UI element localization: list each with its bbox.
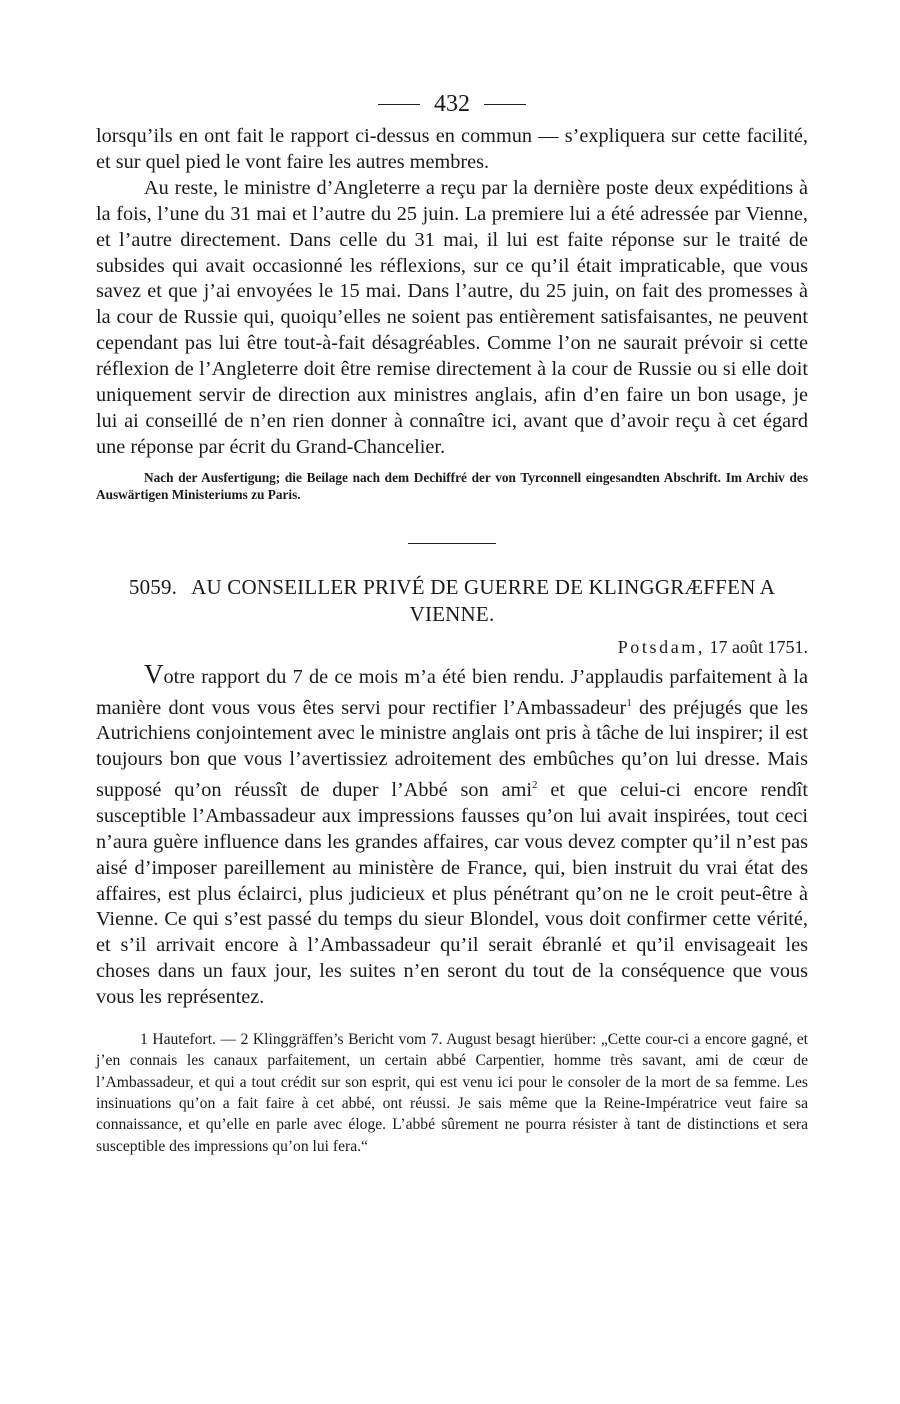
document-page bbox=[96, 88, 808, 1157]
footnote-text: 1 Hautefort. — 2 Klinggräffen’s Bericht vom 7. August besagt hierüber: „Cette cour-ci a encore gagné, et j’en connais les canaux parfaitement, un certain abbé Carpentier, homme très savant, ami de cœur de l’Ambassadeur, et qui a tout crédit sur son esprit, qui est venu ici pour le consoler de la mort de sa femme. Les insinuations qu’on a fait faire à cet abbé, ont réussi. Je sais même que la Reine-Impératrice veut faire sa connaissance, et qu’elle en parle avec éloge. L’abbé sûrement ne pourra résister à tant de distinctions et sera susceptible des impressions qu’on lui fera.“ bbox=[96, 1031, 808, 1155]
letter-number: 5059. bbox=[128, 574, 178, 599]
dateline-place: Potsdam, bbox=[617, 636, 705, 657]
letter-title: AU CONSEILLER PRIVÉ DE GUERRE DE KLINGGRÆFFEN A VIENNE. bbox=[191, 574, 776, 626]
dateline bbox=[96, 632, 808, 662]
page-header bbox=[96, 88, 808, 120]
initial-letter: V bbox=[144, 658, 164, 689]
footnote-marker-2: 2 bbox=[532, 779, 538, 792]
dateline-date: 17 août 1751. bbox=[709, 636, 808, 657]
page-number: 432 bbox=[434, 90, 470, 117]
footnote-marker-1: 1 bbox=[626, 696, 632, 709]
header-dash-right bbox=[484, 104, 526, 105]
letter-heading bbox=[96, 574, 808, 628]
body-paragraph: Au reste, le ministre d’Angleterre a reçu par la dernière poste deux expéditions à la fois, l’une du 31 mai et l’autre du 25 juin. La premiere lui a été adressée par Vienne, et l’autre directement. Dans celle du 31 mai, il lui est faite réponse sur le traité de subsides qui avait occasionné les réflexions, sur ce qu’il était impraticable, que vous savez et que j’ai envoyées le 15 mai. Dans l’autre, du 25 juin, on fait des promesses à la cour de Russie qui, quoiqu’elles ne soient pas entièrement satisfaisantes, ne peuvent cependant pas lui être tout-à-fait désagréables. Comme l’on ne saurait prévoir si cette réflexion de l’Angleterre doit être remise directement à la cour de Russie ou si elle doit uniquement servir de direction aux ministres anglais, afin d’en faire un bon usage, je lui ai conseillé de n’en rien donner à connaître ici, avant que d’avoir reçu à cet égard une réponse par écrit du Grand-Chancelier. bbox=[96, 176, 808, 458]
header-dash-left bbox=[378, 104, 420, 105]
letter-text-b: des préjugés que les Autrichiens conjointement avec le ministre anglais ont pris à tâche de lui inspirer; il est toujours bon que vous l’avertissiez adroitement des embûches qu’on lui dresse. Mais supposé qu’on réussît de duper l’Abbé son ami bbox=[96, 696, 809, 801]
source-note: Nach der Ausfertigung; die Beilage nach dem Dechiffré der von Tyrconnell eingesandten Abschrift. Im Archiv des Auswärtigen Ministeriums zu Paris. bbox=[96, 469, 808, 502]
footnotes bbox=[96, 1029, 808, 1157]
letter-body bbox=[96, 658, 809, 1011]
continuation-paragraph: lorsqu’ils en ont fait le rapport ci-dessus en commun — s’expliquera sur cette facilité, et sur quel pied le vont faire les autres membres. bbox=[96, 125, 808, 173]
letter-text-c: et que celui-ci encore rendît susceptible l’Ambassadeur aux impressions fausses qu’on lui avait inspirées, tout ceci n’aura guère influence dans les grandes affaires, car vous devez compter qu’il n’est pas aisé d’imposer pareillement au ministère de France, qui, bien instruit du vrai état des affaires, est plus éclairci, plus judicieux et plus pénétrant qu’on ne le croit peut-être à Vienne. Ce qui s’est passé du temps du sieur Blondel, vous doit confirmer cette vérité, et s’il arrivait encore à l’Ambassadeur qu’il serait ébranlé et qu’il envisageait les choses dans un faux jour, les suites n’en seront du tout de la conséquence que vous vous les représentez. bbox=[96, 778, 808, 1009]
letter-text-a: otre rapport du 7 de ce mois m’a été bien rendu. J’applaudis parfaitement à la manière dont vous vous êtes servi pour rectifier l’Ambassadeur bbox=[96, 665, 808, 719]
section-divider bbox=[408, 543, 496, 544]
